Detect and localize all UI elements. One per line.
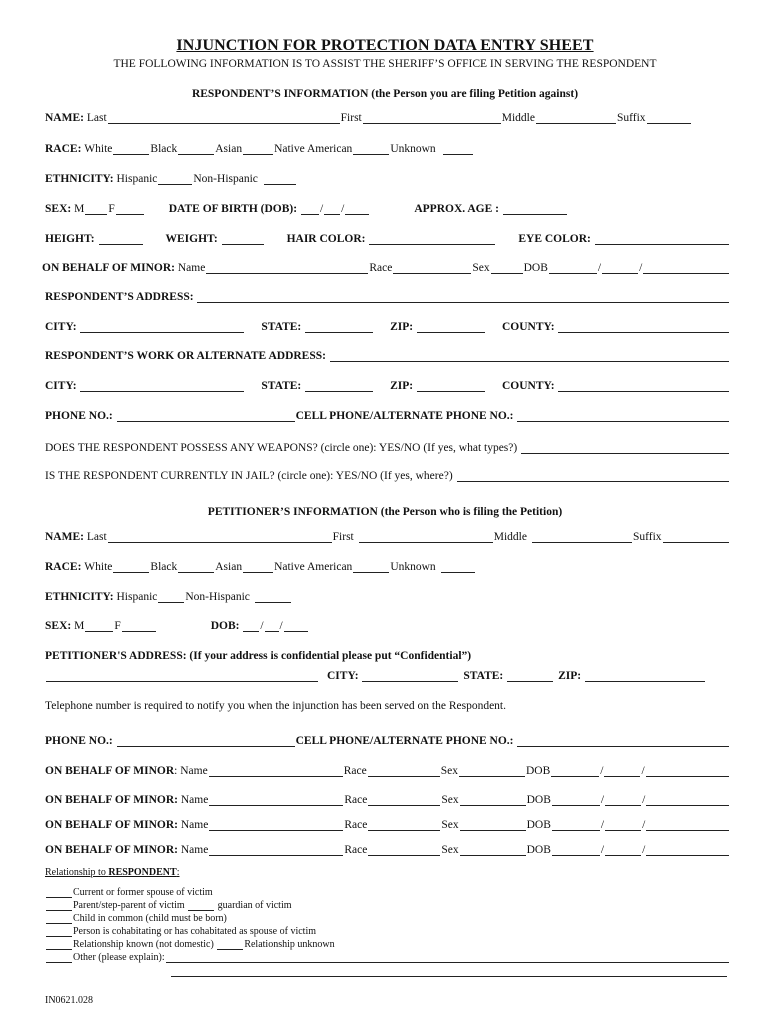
pet-city-field[interactable] — [362, 670, 458, 682]
pet-last-label: Last — [86, 531, 107, 543]
pet-race-white-field[interactable] — [113, 561, 149, 573]
relationship-label-4: Person is cohabitating or has cohabitated as spouse of victim — [73, 926, 317, 937]
pet-minor-dob-sep-1a: / — [600, 765, 604, 777]
minor-dob-year[interactable] — [643, 262, 729, 274]
pet-minor-race-4[interactable] — [368, 844, 440, 856]
race-asian-field[interactable] — [243, 143, 273, 155]
sex-f-field[interactable] — [116, 203, 144, 215]
respondent-last-field[interactable] — [108, 112, 340, 124]
relationship-heading-suffix: : — [176, 867, 180, 878]
jail-question: IS THE RESPONDENT CURRENTLY IN JAIL? (circle one): YES/NO (If yes, where?) — [45, 470, 453, 482]
county-field[interactable] — [558, 321, 729, 333]
middle-label: Middle — [501, 112, 535, 124]
respondent-first-field[interactable] — [363, 112, 501, 124]
pet-minor-label-2: ON BEHALF OF MINOR: — [45, 794, 178, 806]
relationship-item-1 — [45, 886, 213, 898]
weapons-row — [45, 438, 730, 454]
pet-sex-label: SEX: — [45, 620, 72, 632]
race-native-field[interactable] — [353, 143, 389, 155]
dob-sep-2: / — [341, 203, 345, 215]
form-subtitle: THE FOLLOWING INFORMATION IS TO ASSIST THE SHERIFF’S OFFICE IN SERVING THE RESPONDENT — [113, 58, 657, 70]
age-label: APPROX. AGE : — [414, 203, 499, 215]
pet-hispanic-label: Hispanic — [116, 591, 158, 603]
relationship-other-field[interactable] — [166, 953, 729, 963]
pet-nonhispanic-label: Non-Hispanic — [185, 591, 250, 603]
work-city-field[interactable] — [80, 380, 244, 392]
relationship-check-guardian[interactable] — [188, 901, 214, 911]
pet-minor-dob-d-4[interactable] — [605, 844, 641, 856]
pet-minor-colon-1: : — [174, 765, 178, 777]
race-white-label: White — [84, 143, 113, 155]
pet-minor-name-label-1: Name — [180, 765, 208, 777]
pet-minor-dob-y-3[interactable] — [646, 819, 729, 831]
first-label: First — [340, 112, 362, 124]
minor-race-field[interactable] — [393, 262, 471, 274]
minor-dob-sep-1: / — [597, 262, 602, 274]
pet-minor-sex-4[interactable] — [460, 844, 526, 856]
pet-minor-race-3[interactable] — [368, 819, 440, 831]
work-address-label: RESPONDENT’S WORK OR ALTERNATE ADDRESS: — [45, 350, 326, 362]
pet-minor-sex-2[interactable] — [460, 794, 526, 806]
petitioner-address-line-row — [45, 666, 730, 682]
pet-minor-dob-m-1[interactable] — [551, 765, 599, 777]
weight-field[interactable] — [222, 233, 264, 245]
work-zip-field[interactable] — [417, 380, 485, 392]
pet-minor-dob-sep-3a: / — [600, 819, 605, 831]
pet-minor-dob-label-3: DOB — [526, 819, 551, 831]
pet-minor-dob-y-1[interactable] — [646, 765, 729, 777]
relationship-label-3: Child in common (child must be born) — [73, 913, 227, 924]
address-label: RESPONDENT’S ADDRESS: — [45, 291, 194, 303]
work-city-label: CITY: — [45, 380, 77, 392]
pet-name-label: NAME: — [45, 531, 84, 543]
dob-month-field[interactable] — [301, 203, 319, 215]
petitioner-ethnicity-row — [45, 587, 730, 603]
hair-label: HAIR COLOR: — [286, 233, 366, 245]
pet-minor-sex-label-1: Sex — [440, 765, 458, 777]
weight-label: WEIGHT: — [165, 233, 218, 245]
phone-label: PHONE NO.: — [45, 410, 113, 422]
pet-minor-row-3 — [45, 815, 730, 831]
pet-race-unknown-field[interactable] — [441, 561, 475, 573]
respondent-heading-text: RESPONDENT’S INFORMATION — [191, 88, 369, 100]
pet-dob-year[interactable] — [284, 620, 308, 632]
pet-minor-name-2[interactable] — [209, 794, 343, 806]
work-state-label: STATE: — [261, 380, 302, 392]
sex-m-field[interactable] — [85, 203, 107, 215]
form-code: IN0621.028 — [45, 995, 94, 1006]
pet-sex-f-field[interactable] — [122, 620, 156, 632]
minor-label: ON BEHALF OF MINOR: — [42, 262, 175, 274]
respondent-heading-paren: (the Person you are filing Petition against) — [371, 88, 579, 100]
pet-cell-label: CELL PHONE/ALTERNATE PHONE NO.: — [295, 735, 514, 747]
pet-zip-label: ZIP: — [558, 670, 582, 682]
pet-minor-dob-sep-2a: / — [600, 794, 605, 806]
race-label: RACE: — [45, 143, 82, 155]
pet-minor-race-label-4: Race — [344, 844, 368, 856]
relationship-check-3[interactable] — [46, 914, 72, 924]
pet-minor-row-2 — [45, 790, 730, 806]
cell-field[interactable] — [517, 410, 729, 422]
relationship-item-3 — [45, 912, 227, 924]
relationship-item-2 — [45, 899, 292, 911]
sex-m-label: M — [74, 203, 85, 215]
race-unknown-label: Unknown — [390, 143, 436, 155]
minor-dob-day[interactable] — [602, 262, 638, 274]
relationship-label-5: Relationship known (not domestic) — [73, 939, 214, 950]
petitioner-heading-paren: (the Person who is filing the Petition) — [380, 506, 563, 518]
respondent-minor-row — [42, 258, 730, 274]
pet-address-label: PETITIONER'S ADDRESS: (If your address is confidential please put “Confidential”) — [45, 650, 472, 662]
pet-minor-dob-m-3[interactable] — [552, 819, 600, 831]
height-label: HEIGHT: — [45, 233, 95, 245]
pet-phone-label: PHONE NO.: — [45, 735, 113, 747]
petitioner-heading — [0, 506, 770, 518]
pet-nonhispanic-field[interactable] — [255, 591, 291, 603]
dob-label: DATE OF BIRTH (DOB): — [168, 203, 298, 215]
petitioner-phone-row — [45, 731, 730, 747]
eye-label: EYE COLOR: — [518, 233, 591, 245]
respondent-address-row — [45, 287, 730, 303]
pet-race-asian-label: Asian — [215, 561, 243, 573]
petitioner-address-row — [45, 646, 730, 662]
petitioner-sex-row — [45, 616, 730, 632]
pet-sex-m-label: M — [74, 620, 85, 632]
pet-race-black-label: Black — [150, 561, 178, 573]
nonhispanic-field[interactable] — [264, 173, 296, 185]
pet-minor-race-2[interactable] — [368, 794, 440, 806]
address-field[interactable] — [197, 291, 729, 303]
pet-minor-sex-label-3: Sex — [441, 819, 459, 831]
pet-first-label: First — [332, 531, 354, 543]
jail-row — [45, 466, 730, 482]
pet-race-white-label: White — [84, 561, 113, 573]
zip-field[interactable] — [417, 321, 485, 333]
pet-dob-day[interactable] — [265, 620, 279, 632]
pet-state-label: STATE: — [463, 670, 504, 682]
telephone-note-row — [45, 696, 730, 712]
work-zip-label: ZIP: — [390, 380, 414, 392]
respondent-sex-row — [45, 199, 730, 215]
city-label: CITY: — [45, 321, 77, 333]
pet-minor-sex-1[interactable] — [459, 765, 525, 777]
respondent-name-row — [45, 108, 730, 124]
pet-minor-dob-y-2[interactable] — [646, 794, 729, 806]
pet-minor-race-label-2: Race — [344, 794, 368, 806]
petitioner-race-row — [45, 557, 730, 573]
pet-minor-dob-m-4[interactable] — [552, 844, 600, 856]
pet-ethnicity-label: ETHNICITY: — [45, 591, 114, 603]
relationship-other-field-2[interactable] — [171, 967, 727, 977]
work-address-field[interactable] — [330, 350, 729, 362]
pet-middle-field[interactable] — [532, 531, 632, 543]
pet-race-asian-field[interactable] — [243, 561, 273, 573]
sex-f-label: F — [108, 203, 115, 215]
pet-minor-name-label-2: Name — [180, 794, 209, 806]
pet-dob-label: DOB: — [210, 620, 240, 632]
minor-name-field[interactable] — [206, 262, 368, 274]
pet-suffix-label: Suffix — [632, 531, 662, 543]
minor-sex-field[interactable] — [491, 262, 523, 274]
ethnicity-label: ETHNICITY: — [45, 173, 114, 185]
pet-minor-name-1[interactable] — [209, 765, 343, 777]
pet-minor-sex-label-2: Sex — [441, 794, 459, 806]
respondent-work-city-row — [45, 376, 730, 392]
pet-minor-dob-sep-4a: / — [600, 844, 605, 856]
work-state-field[interactable] — [305, 380, 373, 392]
pet-minor-dob-label-2: DOB — [526, 794, 551, 806]
minor-race-label: Race — [369, 262, 393, 274]
race-native-label: Native American — [274, 143, 353, 155]
height-field[interactable] — [99, 233, 143, 245]
hispanic-label: Hispanic — [116, 173, 158, 185]
pet-cell-field[interactable] — [517, 735, 729, 747]
relationship-item-4 — [45, 925, 316, 937]
dob-day-field[interactable] — [324, 203, 340, 215]
relationship-check-2[interactable] — [46, 901, 72, 911]
pet-hispanic-field[interactable] — [158, 591, 184, 603]
respondent-middle-field[interactable] — [536, 112, 616, 124]
pet-zip-field[interactable] — [585, 670, 705, 682]
relationship-label-2: Parent/step-parent of victim — [73, 900, 185, 911]
jail-field[interactable] — [457, 470, 729, 482]
pet-minor-dob-label-1: DOB — [525, 765, 551, 777]
pet-minor-race-label-1: Race — [343, 765, 367, 777]
minor-dob-sep-2: / — [639, 262, 643, 274]
minor-sex-label: Sex — [472, 262, 490, 274]
pet-minor-race-label-3: Race — [344, 819, 368, 831]
race-unknown-field[interactable] — [443, 143, 473, 155]
petitioner-heading-text: PETITIONER’S INFORMATION — [207, 506, 378, 518]
respondent-city-row — [45, 317, 730, 333]
relationship-check-4[interactable] — [46, 927, 72, 937]
pet-minor-dob-sep-3b: / — [642, 819, 646, 831]
relationship-label-unknown: Relationship unknown — [244, 939, 335, 950]
relationship-label-other: Other (please explain): — [73, 952, 165, 963]
pet-minor-dob-m-2[interactable] — [552, 794, 600, 806]
minor-name-label: Name — [177, 262, 206, 274]
relationship-heading-bold: RESPONDENT — [108, 867, 177, 878]
relationship-other-line-2 — [170, 965, 728, 977]
pet-minor-name-4[interactable] — [209, 844, 343, 856]
pet-suffix-field[interactable] — [663, 531, 729, 543]
pet-minor-sex-label-4: Sex — [441, 844, 459, 856]
eye-field[interactable] — [595, 233, 729, 245]
respondent-heading — [0, 88, 770, 100]
minor-dob-label: DOB — [523, 262, 548, 274]
race-black-field[interactable] — [178, 143, 214, 155]
pet-minor-dob-sep-4b: / — [642, 844, 646, 856]
zip-label: ZIP: — [390, 321, 414, 333]
pet-minor-dob-d-3[interactable] — [605, 819, 641, 831]
respondent-race-row — [45, 139, 730, 155]
hispanic-field[interactable] — [158, 173, 192, 185]
pet-city-label: CITY: — [327, 670, 359, 682]
work-county-field[interactable] — [558, 380, 729, 392]
relationship-check-1[interactable] — [46, 888, 72, 898]
pet-race-unknown-label: Unknown — [390, 561, 436, 573]
pet-first-field[interactable] — [359, 531, 493, 543]
pet-minor-label-1: ON BEHALF OF MINOR — [45, 765, 175, 777]
respondent-ethnicity-row — [45, 169, 730, 185]
city-field[interactable] — [80, 321, 244, 333]
nonhispanic-label: Non-Hispanic — [193, 173, 258, 185]
hair-field[interactable] — [369, 233, 495, 245]
pet-dob-month[interactable] — [243, 620, 259, 632]
age-field[interactable] — [503, 203, 567, 215]
respondent-physical-row — [45, 229, 730, 245]
petitioner-name-row — [45, 527, 730, 543]
pet-dob-sep-2: / — [279, 620, 283, 632]
pet-middle-label: Middle — [493, 531, 527, 543]
telephone-note: Telephone number is required to notify you when the injunction has been served on the Respondent. — [45, 700, 506, 712]
relationship-check-5[interactable] — [46, 940, 72, 950]
pet-race-black-field[interactable] — [178, 561, 214, 573]
pet-minor-dob-label-4: DOB — [526, 844, 551, 856]
pet-minor-name-3[interactable] — [209, 819, 343, 831]
pet-last-field[interactable] — [108, 531, 332, 543]
pet-sex-m-field[interactable] — [85, 620, 113, 632]
pet-state-field[interactable] — [507, 670, 553, 682]
weapons-field[interactable] — [521, 442, 729, 454]
pet-minor-sex-3[interactable] — [460, 819, 526, 831]
relationship-heading — [45, 867, 179, 878]
relationship-item-5 — [45, 938, 335, 950]
pet-sex-f-label: F — [114, 620, 121, 632]
pet-phone-field[interactable] — [117, 735, 295, 747]
relationship-check-unknown[interactable] — [217, 940, 243, 950]
name-label: NAME: — [45, 112, 84, 124]
pet-race-native-label: Native American — [274, 561, 353, 573]
dob-sep-1: / — [319, 203, 324, 215]
pet-dob-sep-1: / — [260, 620, 264, 632]
minor-dob-month[interactable] — [549, 262, 597, 274]
respondent-work-row — [45, 346, 730, 362]
relationship-item-other — [45, 951, 730, 963]
suffix-label: Suffix — [616, 112, 646, 124]
last-label: Last — [86, 112, 107, 124]
pet-minor-dob-d-1[interactable] — [604, 765, 640, 777]
pet-minor-dob-sep-1b: / — [641, 765, 645, 777]
pet-minor-dob-y-4[interactable] — [646, 844, 729, 856]
pet-race-native-field[interactable] — [353, 561, 389, 573]
respondent-suffix-field[interactable] — [647, 112, 691, 124]
cell-label: CELL PHONE/ALTERNATE PHONE NO.: — [295, 410, 514, 422]
weapons-question: DOES THE RESPONDENT POSSESS ANY WEAPONS? (circle one): YES/NO (If yes, what types?) — [45, 442, 518, 454]
relationship-label-1: Current or former spouse of victim — [73, 887, 213, 898]
pet-address-field[interactable] — [46, 670, 318, 682]
work-county-label: COUNTY: — [502, 380, 555, 392]
race-white-field[interactable] — [113, 143, 149, 155]
pet-minor-label-4: ON BEHALF OF MINOR: — [45, 844, 178, 856]
state-field[interactable] — [305, 321, 373, 333]
dob-year-field[interactable] — [345, 203, 369, 215]
pet-minor-dob-sep-2b: / — [642, 794, 646, 806]
race-asian-label: Asian — [215, 143, 243, 155]
pet-minor-race-1[interactable] — [368, 765, 440, 777]
pet-race-label: RACE: — [45, 561, 82, 573]
pet-minor-row-1 — [45, 761, 730, 777]
respondent-phone-row — [45, 406, 730, 422]
relationship-check-other[interactable] — [46, 953, 72, 963]
pet-minor-dob-d-2[interactable] — [605, 794, 641, 806]
state-label: STATE: — [261, 321, 302, 333]
pet-minor-label-3: ON BEHALF OF MINOR: — [45, 819, 178, 831]
relationship-label-guardian: guardian of victim — [217, 900, 292, 911]
county-label: COUNTY: — [502, 321, 555, 333]
pet-minor-name-label-4: Name — [180, 844, 209, 856]
form-title: INJUNCTION FOR PROTECTION DATA ENTRY SHEET — [176, 37, 594, 54]
pet-minor-name-label-3: Name — [180, 819, 209, 831]
pet-minor-row-4 — [45, 840, 730, 856]
phone-field[interactable] — [117, 410, 295, 422]
sex-label: SEX: — [45, 203, 72, 215]
relationship-heading-prefix: Relationship to — [45, 867, 109, 878]
race-black-label: Black — [150, 143, 178, 155]
